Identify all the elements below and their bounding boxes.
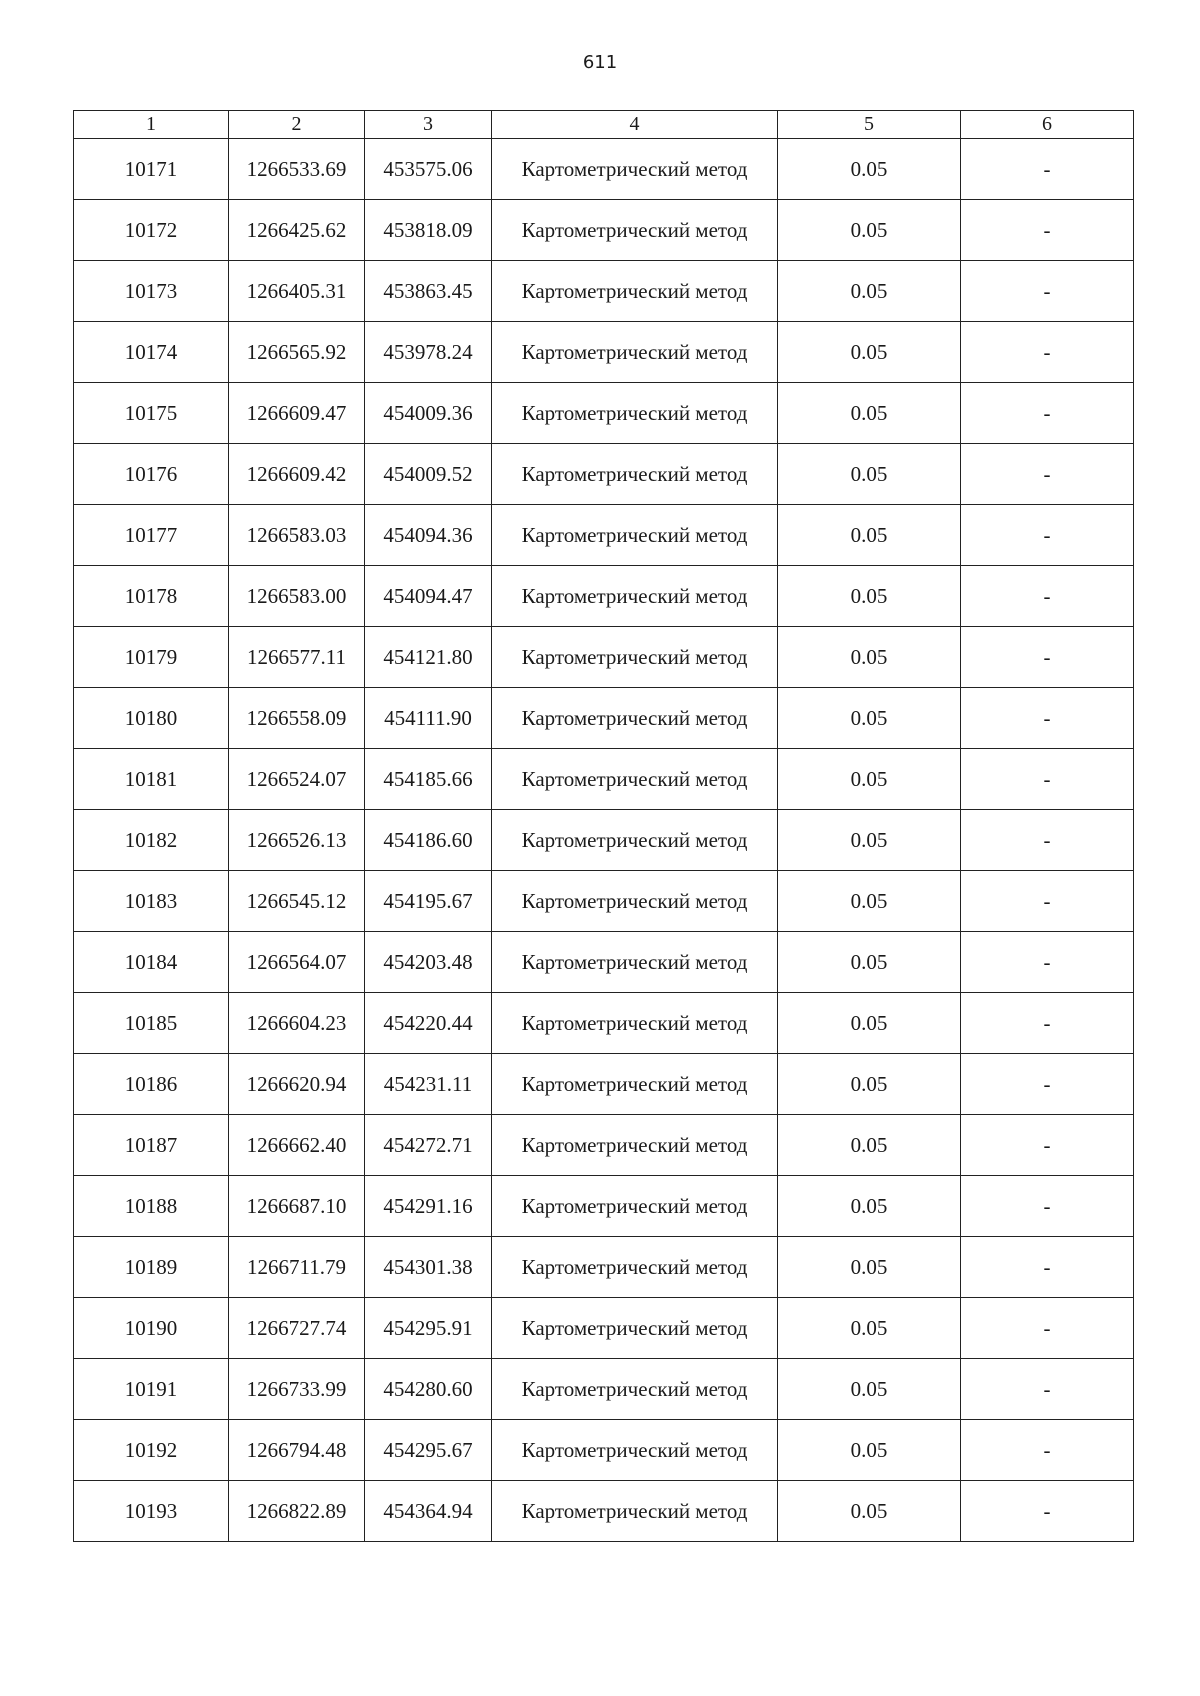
- point-number-cell: 10178: [74, 566, 229, 627]
- note-cell: -: [961, 1176, 1134, 1237]
- x-coordinate-cell: 1266620.94: [229, 1054, 365, 1115]
- point-number-cell: 10193: [74, 1481, 229, 1542]
- x-coordinate-cell: 1266405.31: [229, 261, 365, 322]
- method-cell: Картометрический метод: [492, 993, 778, 1054]
- x-coordinate-cell: 1266794.48: [229, 1420, 365, 1481]
- accuracy-cell: 0.05: [778, 993, 961, 1054]
- method-cell: Картометрический метод: [492, 627, 778, 688]
- method-cell: Картометрический метод: [492, 810, 778, 871]
- y-coordinate-cell: 454094.36: [365, 505, 492, 566]
- x-coordinate-cell: 1266609.47: [229, 383, 365, 444]
- y-coordinate-cell: 454295.91: [365, 1298, 492, 1359]
- method-cell: Картометрический метод: [492, 688, 778, 749]
- point-number-cell: 10187: [74, 1115, 229, 1176]
- table-row: [74, 200, 1134, 261]
- y-coordinate-cell: 454295.67: [365, 1420, 492, 1481]
- point-number-cell: 10191: [74, 1359, 229, 1420]
- point-number-cell: 10171: [74, 139, 229, 200]
- note-cell: -: [961, 1054, 1134, 1115]
- y-coordinate-cell: 454009.36: [365, 383, 492, 444]
- y-coordinate-cell: 454185.66: [365, 749, 492, 810]
- y-coordinate-cell: 453863.45: [365, 261, 492, 322]
- method-cell: Картометрический метод: [492, 200, 778, 261]
- y-coordinate-cell: 454094.47: [365, 566, 492, 627]
- method-cell: Картометрический метод: [492, 1054, 778, 1115]
- accuracy-cell: 0.05: [778, 261, 961, 322]
- accuracy-cell: 0.05: [778, 566, 961, 627]
- table-row: [74, 932, 1134, 993]
- y-coordinate-cell: 454121.80: [365, 627, 492, 688]
- x-coordinate-cell: 1266609.42: [229, 444, 365, 505]
- accuracy-cell: 0.05: [778, 1176, 961, 1237]
- method-cell: Картометрический метод: [492, 1176, 778, 1237]
- accuracy-cell: 0.05: [778, 932, 961, 993]
- x-coordinate-cell: 1266822.89: [229, 1481, 365, 1542]
- point-number-cell: 10185: [74, 993, 229, 1054]
- table-row: [74, 993, 1134, 1054]
- column-header-5: 5: [778, 111, 961, 139]
- note-cell: -: [961, 505, 1134, 566]
- x-coordinate-cell: 1266711.79: [229, 1237, 365, 1298]
- note-cell: -: [961, 1481, 1134, 1542]
- table-row: [74, 261, 1134, 322]
- accuracy-cell: 0.05: [778, 1481, 961, 1542]
- table-row: [74, 1176, 1134, 1237]
- note-cell: -: [961, 322, 1134, 383]
- table-row: [74, 383, 1134, 444]
- table-row: [74, 444, 1134, 505]
- table-body: [74, 139, 1134, 1542]
- y-coordinate-cell: 454203.48: [365, 932, 492, 993]
- point-number-cell: 10188: [74, 1176, 229, 1237]
- accuracy-cell: 0.05: [778, 1420, 961, 1481]
- point-number-cell: 10189: [74, 1237, 229, 1298]
- table-header: [74, 111, 1134, 139]
- note-cell: -: [961, 1115, 1134, 1176]
- point-number-cell: 10181: [74, 749, 229, 810]
- accuracy-cell: 0.05: [778, 200, 961, 261]
- note-cell: -: [961, 383, 1134, 444]
- point-number-cell: 10175: [74, 383, 229, 444]
- accuracy-cell: 0.05: [778, 1054, 961, 1115]
- y-coordinate-cell: 454220.44: [365, 993, 492, 1054]
- note-cell: -: [961, 810, 1134, 871]
- column-header-2: 2: [229, 111, 365, 139]
- accuracy-cell: 0.05: [778, 810, 961, 871]
- method-cell: Картометрический метод: [492, 1237, 778, 1298]
- method-cell: Картометрический метод: [492, 566, 778, 627]
- y-coordinate-cell: 454231.11: [365, 1054, 492, 1115]
- method-cell: Картометрический метод: [492, 1115, 778, 1176]
- y-coordinate-cell: 454195.67: [365, 871, 492, 932]
- point-number-cell: 10173: [74, 261, 229, 322]
- y-coordinate-cell: 454291.16: [365, 1176, 492, 1237]
- note-cell: -: [961, 688, 1134, 749]
- y-coordinate-cell: 454111.90: [365, 688, 492, 749]
- column-header-6: 6: [961, 111, 1134, 139]
- method-cell: Картометрический метод: [492, 1298, 778, 1359]
- accuracy-cell: 0.05: [778, 688, 961, 749]
- method-cell: Картометрический метод: [492, 505, 778, 566]
- note-cell: -: [961, 627, 1134, 688]
- y-coordinate-cell: 454186.60: [365, 810, 492, 871]
- table-row: [74, 1115, 1134, 1176]
- coordinates-table: [73, 110, 1134, 1542]
- x-coordinate-cell: 1266577.11: [229, 627, 365, 688]
- method-cell: Картометрический метод: [492, 444, 778, 505]
- point-number-cell: 10192: [74, 1420, 229, 1481]
- y-coordinate-cell: 453818.09: [365, 200, 492, 261]
- table-row: [74, 1420, 1134, 1481]
- y-coordinate-cell: 454280.60: [365, 1359, 492, 1420]
- y-coordinate-cell: 454364.94: [365, 1481, 492, 1542]
- x-coordinate-cell: 1266526.13: [229, 810, 365, 871]
- method-cell: Картометрический метод: [492, 1481, 778, 1542]
- x-coordinate-cell: 1266533.69: [229, 139, 365, 200]
- table-row: [74, 1054, 1134, 1115]
- table-row: [74, 505, 1134, 566]
- x-coordinate-cell: 1266564.07: [229, 932, 365, 993]
- note-cell: -: [961, 1359, 1134, 1420]
- column-header-3: 3: [365, 111, 492, 139]
- table-row: [74, 810, 1134, 871]
- accuracy-cell: 0.05: [778, 1237, 961, 1298]
- table-row: [74, 688, 1134, 749]
- point-number-cell: 10182: [74, 810, 229, 871]
- point-number-cell: 10184: [74, 932, 229, 993]
- accuracy-cell: 0.05: [778, 322, 961, 383]
- table-row: [74, 627, 1134, 688]
- x-coordinate-cell: 1266604.23: [229, 993, 365, 1054]
- y-coordinate-cell: 453978.24: [365, 322, 492, 383]
- point-number-cell: 10186: [74, 1054, 229, 1115]
- point-number-cell: 10177: [74, 505, 229, 566]
- x-coordinate-cell: 1266558.09: [229, 688, 365, 749]
- point-number-cell: 10180: [74, 688, 229, 749]
- table-row: [74, 1298, 1134, 1359]
- x-coordinate-cell: 1266662.40: [229, 1115, 365, 1176]
- x-coordinate-cell: 1266524.07: [229, 749, 365, 810]
- y-coordinate-cell: 454009.52: [365, 444, 492, 505]
- note-cell: -: [961, 261, 1134, 322]
- x-coordinate-cell: 1266583.00: [229, 566, 365, 627]
- method-cell: Картометрический метод: [492, 261, 778, 322]
- column-header-1: 1: [74, 111, 229, 139]
- table-row: [74, 139, 1134, 200]
- method-cell: Картометрический метод: [492, 383, 778, 444]
- point-number-cell: 10179: [74, 627, 229, 688]
- note-cell: -: [961, 200, 1134, 261]
- header-row: [74, 111, 1134, 139]
- accuracy-cell: 0.05: [778, 444, 961, 505]
- note-cell: -: [961, 1420, 1134, 1481]
- point-number-cell: 10172: [74, 200, 229, 261]
- table-row: [74, 322, 1134, 383]
- table-row: [74, 1359, 1134, 1420]
- accuracy-cell: 0.05: [778, 383, 961, 444]
- x-coordinate-cell: 1266583.03: [229, 505, 365, 566]
- note-cell: -: [961, 932, 1134, 993]
- point-number-cell: 10174: [74, 322, 229, 383]
- x-coordinate-cell: 1266687.10: [229, 1176, 365, 1237]
- table-row: [74, 1237, 1134, 1298]
- accuracy-cell: 0.05: [778, 139, 961, 200]
- point-number-cell: 10190: [74, 1298, 229, 1359]
- x-coordinate-cell: 1266727.74: [229, 1298, 365, 1359]
- accuracy-cell: 0.05: [778, 627, 961, 688]
- accuracy-cell: 0.05: [778, 749, 961, 810]
- note-cell: -: [961, 871, 1134, 932]
- note-cell: -: [961, 444, 1134, 505]
- method-cell: Картометрический метод: [492, 871, 778, 932]
- y-coordinate-cell: 454272.71: [365, 1115, 492, 1176]
- table-row: [74, 749, 1134, 810]
- accuracy-cell: 0.05: [778, 871, 961, 932]
- column-header-4: 4: [492, 111, 778, 139]
- table-row: [74, 871, 1134, 932]
- point-number-cell: 10176: [74, 444, 229, 505]
- note-cell: -: [961, 993, 1134, 1054]
- y-coordinate-cell: 453575.06: [365, 139, 492, 200]
- x-coordinate-cell: 1266733.99: [229, 1359, 365, 1420]
- x-coordinate-cell: 1266545.12: [229, 871, 365, 932]
- note-cell: -: [961, 1298, 1134, 1359]
- x-coordinate-cell: 1266425.62: [229, 200, 365, 261]
- table-row: [74, 1481, 1134, 1542]
- accuracy-cell: 0.05: [778, 1359, 961, 1420]
- page-number: 611: [582, 52, 618, 73]
- accuracy-cell: 0.05: [778, 1115, 961, 1176]
- coordinates-table-container: [73, 110, 1134, 1542]
- note-cell: -: [961, 749, 1134, 810]
- method-cell: Картометрический метод: [492, 932, 778, 993]
- x-coordinate-cell: 1266565.92: [229, 322, 365, 383]
- method-cell: Картометрический метод: [492, 1359, 778, 1420]
- accuracy-cell: 0.05: [778, 1298, 961, 1359]
- note-cell: -: [961, 566, 1134, 627]
- method-cell: Картометрический метод: [492, 749, 778, 810]
- method-cell: Картометрический метод: [492, 1420, 778, 1481]
- method-cell: Картометрический метод: [492, 322, 778, 383]
- y-coordinate-cell: 454301.38: [365, 1237, 492, 1298]
- note-cell: -: [961, 139, 1134, 200]
- table-row: [74, 566, 1134, 627]
- point-number-cell: 10183: [74, 871, 229, 932]
- method-cell: Картометрический метод: [492, 139, 778, 200]
- note-cell: -: [961, 1237, 1134, 1298]
- accuracy-cell: 0.05: [778, 505, 961, 566]
